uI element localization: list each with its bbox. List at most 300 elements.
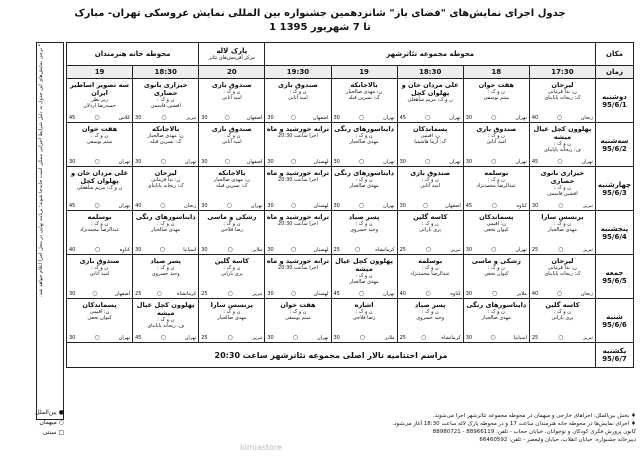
show-credit: ک: آزیتا هاشمیا	[414, 139, 447, 146]
show-city: تبریز	[252, 334, 263, 341]
show-duration: 40	[69, 246, 76, 253]
show-title: پسر صیاد	[348, 213, 380, 221]
show-city: تهران	[383, 114, 395, 121]
show-title: صندوق بازی	[476, 125, 517, 133]
show-duration: 30	[333, 334, 340, 341]
show-cell	[397, 79, 463, 123]
show-cell	[67, 123, 133, 167]
show-cell	[133, 167, 199, 211]
category-marker-icon: ○	[421, 333, 427, 341]
show-city: تهران	[118, 158, 131, 165]
show-title: رشکی و ماسی	[471, 257, 521, 265]
show-credit: ن و ک :	[355, 221, 373, 227]
show-city: کتاوه	[450, 290, 461, 297]
show-city: تبریز	[252, 290, 263, 297]
show-title: پهلوون کچل عیال میشه	[533, 125, 592, 141]
show-credit: امید آتانی	[221, 95, 242, 102]
show-duration: 30	[465, 246, 473, 253]
category-marker-icon: ○	[557, 157, 563, 165]
show-credit: امید آتانی	[89, 271, 110, 278]
day-label: جمعه 95/6/5	[596, 255, 634, 299]
show-city: کرمانشاه	[441, 334, 461, 341]
show-duration: 30	[267, 290, 274, 297]
show-credit: رضا فلاحی	[220, 227, 244, 234]
category-marker-icon: ○	[558, 245, 564, 253]
category-marker-icon: ○	[94, 245, 101, 253]
show-city: لهستان	[313, 202, 329, 209]
show-title: ترانه خورشید و ماه	[266, 213, 330, 221]
show-duration: 25	[333, 246, 340, 253]
show-credit: ن: ندا قرمانی	[548, 265, 577, 271]
show-duration: 30	[201, 114, 208, 121]
show-credit: پری بارانی	[551, 315, 574, 322]
show-city: تهران	[250, 202, 263, 209]
show-city: کرمانشاه	[375, 246, 395, 253]
category-marker-icon: ○	[491, 289, 498, 297]
show-cell	[199, 123, 265, 167]
category-marker-icon: ○	[160, 157, 166, 165]
show-title: دایناسورهای رنگی	[466, 301, 527, 309]
category-marker-icon: ○	[159, 245, 165, 253]
show-duration: 25	[399, 246, 406, 253]
show-title: صندوق بازی	[211, 125, 252, 133]
category-marker-icon: ○	[354, 245, 361, 253]
category-marker-icon: ○	[425, 289, 431, 297]
show-cell	[133, 211, 199, 255]
show-credit: مهدی صالحیار	[349, 183, 379, 190]
show-title: پرنسس سارا	[541, 213, 584, 221]
show-cell	[265, 299, 331, 343]
show-cell	[331, 123, 397, 167]
show-duration: 45	[135, 334, 142, 341]
show-credit: ن و ک :	[91, 265, 109, 271]
show-credit: افشین قاسمی	[547, 191, 578, 198]
category-marker-icon: ○	[491, 245, 497, 253]
show-duration: 30	[465, 334, 473, 341]
show-credit: عبدالرضا محمدنژاد	[476, 183, 516, 190]
show-cell	[529, 167, 595, 211]
show-title: بوسلمه	[484, 169, 509, 177]
category-marker-icon: ○	[359, 333, 365, 341]
time-slot: 18	[463, 66, 529, 79]
show-credit: ن و ک :	[289, 89, 307, 95]
show-city: تبریز	[583, 334, 593, 341]
show-credit: مهدی صالحیار	[547, 227, 577, 234]
show-city: تهران	[515, 158, 527, 165]
show-credit: ن و ک :	[223, 309, 241, 315]
show-cell	[265, 255, 331, 299]
show-cell	[397, 255, 463, 299]
show-duration: 30	[465, 290, 473, 297]
show-city: کرمانشاه	[176, 290, 197, 297]
time-slot: 19	[67, 66, 133, 79]
category-marker-icon: ○	[291, 289, 297, 297]
category-marker-icon: ○	[291, 201, 297, 209]
show-city: تهران	[118, 202, 131, 209]
show-cell	[133, 299, 199, 343]
show-city: کتاوه	[516, 202, 527, 209]
legend	[4, 406, 64, 439]
show-city: تهران	[581, 158, 593, 165]
category-marker-icon: ○	[291, 245, 297, 253]
legend-competition: □ سنتی	[42, 429, 64, 436]
show-title: پرنسس سارا	[210, 301, 254, 309]
show-city: اسپانیا	[183, 246, 197, 253]
show-title: بوسلمه	[418, 257, 443, 265]
show-credit: ن و ک :	[223, 221, 241, 227]
show-credit: اجرا ساعت 20:30	[278, 265, 318, 271]
category-marker-icon: ○	[424, 113, 431, 121]
show-city: تهران	[184, 334, 197, 341]
show-credit: مهدی صالحیار	[349, 139, 379, 146]
show-title: رشکی و ماسی	[207, 213, 257, 221]
show-credit: ک: ریحانه یاپاپنای	[147, 183, 184, 190]
show-city: ملایر	[517, 290, 527, 297]
show-title: صندوق بازی	[410, 169, 451, 177]
show-duration: 25	[531, 334, 539, 341]
schedule-table	[66, 42, 634, 368]
show-credit: مهدی صالحیار	[349, 279, 379, 286]
show-credit: ن و ک :	[421, 265, 439, 271]
show-credit: ن و ک: مریم شاهعلی	[407, 97, 453, 103]
category-marker-icon: ○	[227, 245, 233, 253]
show-title: سه تصویر اساطیر ایران	[70, 81, 130, 97]
show-city: اصفهان	[114, 290, 131, 297]
show-title: هفت خوان	[478, 81, 514, 89]
show-credit: ن و ک :	[487, 177, 505, 183]
category-marker-icon: ○	[490, 333, 496, 341]
legend-guest: ○ میهمان	[39, 419, 64, 426]
show-credit: ن: ندا قرمانی	[151, 177, 181, 183]
show-credit: ن و ک :	[157, 97, 175, 103]
show-title: هفت خوان	[280, 301, 316, 309]
category-marker-icon: ○	[358, 201, 365, 209]
show-credit: کیوان نخعی	[87, 315, 112, 322]
show-duration: 45	[333, 290, 340, 297]
show-title: پسماندکان	[82, 301, 117, 309]
show-duration: 30	[69, 158, 76, 165]
show-city: تهران	[316, 334, 329, 341]
show-city: لهستان	[313, 290, 329, 297]
show-cell	[463, 211, 529, 255]
show-cell	[529, 299, 595, 343]
show-title: لیرخان	[551, 81, 574, 89]
show-cell	[199, 167, 265, 211]
show-duration: 30	[333, 114, 340, 121]
show-duration: 30	[267, 334, 274, 341]
show-duration: 30	[333, 202, 340, 209]
show-duration: 45	[465, 202, 473, 209]
show-credit: ن و ک :	[487, 89, 505, 95]
category-marker-icon: ○	[224, 157, 230, 165]
category-marker-icon: ○	[227, 289, 233, 297]
show-city: اصفهان	[312, 114, 329, 121]
side-note: * برخی نمایش‌های این جدول به دلیل شرایط اجرایی ممکن است جابه‌جا شوند؛ برنامه نهایی در محل اجرا اعلام خواهد شد.	[36, 42, 64, 420]
show-credit: ن و ک :	[157, 221, 175, 227]
show-duration: 30	[69, 334, 76, 341]
show-duration: 30	[399, 202, 406, 209]
show-duration: 45	[69, 202, 76, 209]
show-credit: ن و ک :	[91, 221, 109, 227]
show-title: پسر صیاد	[150, 257, 181, 265]
day-label: پنجشنبه 95/6/4	[596, 211, 634, 255]
show-duration: 40	[135, 202, 142, 209]
show-duration: 30	[267, 202, 274, 209]
show-cell	[133, 255, 199, 299]
show-cell	[397, 167, 463, 211]
venue-artists-house: محوطه خانه هنرمندان	[67, 43, 199, 66]
show-credit: ن و ک :	[553, 185, 571, 191]
show-credit: ن و ک :	[487, 265, 505, 271]
show-city: زنجان	[580, 114, 593, 121]
show-credit: ن: اقیمی	[486, 221, 506, 227]
show-title: بوسلمه	[87, 213, 112, 221]
schedule-title: جدول اجرای نمایش‌های "فضای باز" شانزدهمین جشنواره بین المللی نمایش عروسکی تهران- مبارک	[74, 8, 566, 19]
show-cell	[529, 255, 595, 299]
show-duration: 30	[267, 246, 274, 253]
category-marker-icon: ○	[226, 201, 232, 209]
watermark: kimiastore	[240, 443, 283, 452]
show-title: ترانه خورشید و ماه	[266, 125, 330, 133]
show-title: کاسه گلین	[214, 257, 249, 265]
show-duration: 40	[531, 290, 539, 297]
show-cell	[265, 79, 331, 123]
show-cell	[67, 211, 133, 255]
category-marker-icon: ○	[92, 289, 98, 297]
time-label: زمان	[596, 66, 634, 79]
show-duration: 30	[135, 158, 142, 165]
category-marker-icon: ○	[422, 201, 429, 209]
show-duration: 30	[267, 114, 274, 121]
category-marker-icon: ○	[291, 157, 297, 165]
show-credit: ن و ک :	[91, 133, 109, 139]
show-city: زنجان	[580, 290, 593, 297]
show-credit: ک: نسرین قبله	[348, 95, 380, 102]
show-cell	[331, 167, 397, 211]
show-cell	[67, 299, 133, 343]
show-credit: ن و ک: مریم شاهعلی	[76, 185, 123, 191]
show-cell	[265, 123, 331, 167]
day-label: دوشنبه 95/6/1	[596, 79, 634, 123]
show-cell	[67, 255, 133, 299]
show-duration: 40	[399, 290, 406, 297]
show-title: بالاجانکه	[151, 125, 180, 133]
show-credit: امید آتانی	[486, 139, 507, 146]
show-credit: میثم یوسفی	[483, 95, 510, 102]
show-credit: ن و ک :	[157, 265, 175, 271]
show-duration: 45	[399, 114, 406, 121]
show-cell	[463, 79, 529, 123]
category-marker-icon: ○	[292, 333, 298, 341]
show-credit: اجرا ساعت 20:30	[278, 177, 318, 183]
show-credit: ن و ک :	[487, 309, 505, 315]
show-duration: 30	[201, 202, 208, 209]
show-title: هفت خوان	[81, 125, 118, 133]
show-title: علی مردان خان و پهلوان کچل	[70, 169, 129, 185]
show-duration: 25	[201, 290, 208, 297]
show-city: تهران	[515, 246, 527, 253]
show-credit: ن و ک :	[421, 177, 439, 183]
show-credit: ن و ک :	[355, 177, 373, 183]
show-credit: وحید خسروی	[350, 227, 378, 234]
show-cell	[529, 79, 595, 123]
show-cell	[199, 255, 265, 299]
show-duration: 30	[333, 158, 340, 165]
category-marker-icon: ○	[160, 201, 166, 209]
show-credit: ف: ریحانه یاپاپنای	[544, 147, 581, 154]
show-cell	[265, 167, 331, 211]
show-cell	[397, 211, 463, 255]
show-credit: ک: نسرین قبله	[149, 139, 182, 146]
show-title: بالاجانکه	[218, 169, 246, 177]
show-city: اصفهان	[246, 158, 263, 165]
show-city: تهران	[449, 114, 461, 121]
show-duration: 25	[135, 290, 142, 297]
show-title: پسر صیاد	[414, 301, 446, 309]
show-credit: مهدی صالحیار	[151, 227, 181, 234]
show-credit: ن و ک :	[553, 141, 571, 147]
show-city: ملایر	[252, 246, 263, 253]
show-duration: 30	[69, 290, 76, 297]
show-cell	[529, 123, 595, 167]
show-title: خیزازی بانوی حصاری	[540, 169, 585, 185]
show-credit: ن: مهدی صالحیار	[147, 133, 184, 139]
show-credit: عبدالرضا محمدنژاد	[79, 227, 120, 234]
show-cell	[331, 299, 397, 343]
show-credit: پری بارانی	[220, 271, 243, 278]
show-duration: 30	[201, 246, 208, 253]
show-credit: ن و ک :	[223, 133, 241, 139]
show-credit: مهدی صالحیار	[217, 315, 247, 322]
show-credit: ک: نسرین قبله	[216, 183, 248, 190]
show-cell	[133, 79, 199, 123]
show-credit: کیوان نخعی	[484, 227, 509, 234]
show-duration: 45	[69, 114, 76, 121]
show-city: تهران	[118, 334, 131, 341]
show-city: تهران	[184, 158, 197, 165]
category-marker-icon: ○	[94, 201, 100, 209]
show-cell	[199, 299, 265, 343]
show-title: بالاجانکه	[350, 81, 378, 89]
show-cell	[199, 211, 265, 255]
show-title: صندوق بازی	[79, 257, 120, 265]
show-city: ملایر	[384, 334, 395, 341]
show-title: دایناسورهای رنگی	[334, 125, 394, 133]
show-duration: 30	[465, 114, 473, 121]
show-cell	[67, 167, 133, 211]
show-city: تبریز	[583, 202, 593, 209]
category-marker-icon: ○	[290, 113, 296, 121]
time-slot: 17:30	[529, 66, 595, 79]
show-cell	[397, 123, 463, 167]
show-city: لهستان	[313, 246, 329, 253]
show-credit: ن و ک :	[289, 309, 307, 315]
show-cell	[67, 79, 133, 123]
show-title: پهلوون کچل عیال میشه	[136, 301, 195, 317]
show-duration: 30	[399, 158, 406, 165]
category-marker-icon: ○	[556, 113, 563, 121]
show-city: تبریز	[186, 114, 197, 121]
show-title: پسماندکان	[479, 213, 514, 221]
show-credit: عبدالرضا محمدنژاد	[410, 271, 450, 278]
show-city: تبریز	[583, 246, 593, 253]
show-cell	[397, 299, 463, 343]
show-credit: ن و ک :	[553, 309, 571, 315]
show-credit: ک: ریحانه یاپاپنای	[544, 95, 581, 102]
show-cell	[133, 123, 199, 167]
legend-intl: ● بین‌الملل	[35, 409, 64, 416]
day-label: سه‌شنبه 95/6/2	[596, 123, 634, 167]
show-cell	[331, 255, 397, 299]
show-credit: ن و ک :	[355, 273, 373, 279]
show-credit: میثم یوسفی	[285, 315, 311, 322]
category-marker-icon: ○	[491, 113, 497, 121]
category-marker-icon: ○	[224, 113, 230, 121]
show-title: ترانه خورشید و ماه	[266, 257, 330, 265]
show-credit: میثم یوسفی	[86, 139, 113, 146]
category-marker-icon: ○	[358, 289, 365, 297]
show-cell	[529, 211, 595, 255]
show-title: کاسه گلین	[545, 301, 580, 309]
show-city: اسپانیا	[513, 334, 527, 341]
show-credit: ن: مهدی صالحیار	[346, 89, 383, 95]
show-credit: پری بارانی	[419, 227, 442, 234]
category-marker-icon: ○	[358, 157, 365, 165]
show-credit: ن: اقیمی	[89, 309, 110, 315]
day-label: چهارشنبه 95/6/3	[596, 167, 634, 211]
category-marker-icon: ○	[424, 157, 431, 165]
venue-theater-city: محوطه مجموعه تئاترشهر	[265, 43, 596, 66]
show-cell	[463, 255, 529, 299]
venue-label: مکان	[596, 43, 634, 66]
show-title: لیرخان	[154, 169, 177, 177]
show-title: ترانه خورشید و ماه	[266, 169, 330, 177]
show-credit: زیر نظر	[91, 97, 108, 103]
show-credit: وحید خسروی	[416, 315, 445, 322]
show-duration: 40	[531, 114, 539, 121]
category-marker-icon: ○	[94, 113, 100, 121]
show-duration: 30	[465, 158, 473, 165]
show-cell	[331, 79, 397, 123]
show-cell	[463, 123, 529, 167]
show-duration: 30	[531, 202, 539, 209]
show-credit: ک: ریحانه یاپاپنای	[544, 271, 581, 278]
show-credit: ن و ک :	[553, 221, 571, 227]
closing-ceremony: مراسم اختتامیه تالار اصلی مجموعه تئاترشهر ساعت 20:30	[67, 343, 596, 368]
show-cell	[463, 167, 529, 211]
venue-laleh-park: پارک لاله مرکز آفرینش‌های تئاتر	[199, 43, 265, 66]
show-credit: ن و ک :	[421, 221, 439, 227]
show-credit: امید آتانی	[288, 95, 308, 102]
category-marker-icon: ○	[558, 333, 564, 341]
show-city: اصفهان	[246, 114, 263, 121]
show-city: کتاوه	[119, 246, 131, 253]
category-marker-icon: ○	[491, 201, 497, 209]
show-credit: ن و ک :	[157, 317, 175, 323]
show-title: لیرخان	[551, 257, 574, 265]
schedule-subtitle: 1 تا 7 شهریور 1395	[269, 22, 371, 33]
show-credit: ن و ک :	[223, 265, 241, 271]
time-slot: 18:30	[397, 66, 463, 79]
show-credit: ن: مهدی صالحیار	[213, 177, 250, 183]
show-credit: افشین قاسمی	[150, 103, 181, 110]
show-credit: وحید خسروی	[151, 271, 180, 278]
show-title: علی مردان خان و پهلوان کچل	[401, 81, 459, 97]
show-city: تهران	[383, 290, 395, 297]
show-duration: 45	[531, 158, 539, 165]
category-marker-icon: ○	[156, 289, 162, 297]
show-duration: 25	[399, 334, 406, 341]
